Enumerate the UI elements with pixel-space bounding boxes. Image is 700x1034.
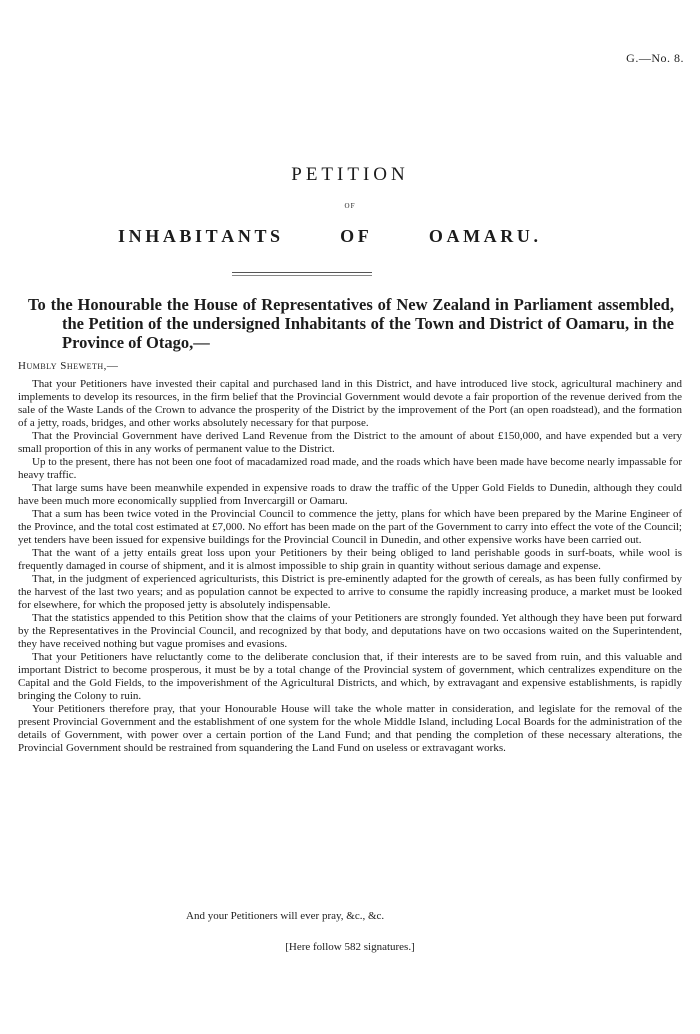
signatures-note: [Here follow 582 signatures.]: [285, 941, 415, 953]
paragraph: Up to the present, there has not been one foot of macadamized road made, and the roads which have been made have become nearly impassable for heavy traffic.: [18, 456, 682, 481]
paragraph: That the statistics appended to this Petition show that the claims of your Petitioners are strongly founded. Yet although they have been put forward by the Representatives in the Provincial Council, and recognized by that body, and deputations have on two occasions waited on the Superintendent, they have received nothing but vague promises and evasions.: [18, 612, 682, 650]
page-reference: G.—No. 8.: [626, 51, 684, 65]
document-subtitle: [118, 226, 538, 247]
paragraph: Your Petitioners therefore pray, that your Honourable House will take the whole matter in consideration, and legislate for the removal of the present Provincial Government and the establishment of one system for the whole Middle Island, including Local Boards for the administration of the details of Government, with power over a certain portion of the Land Fund; and that pending the completion of these necessary alterations, the Provincial Government should be restrained from squandering the Land Fund on useless or extravagant works.: [18, 703, 682, 754]
title-connector: OF: [344, 202, 356, 210]
paragraph: That the want of a jetty entails great loss upon your Petitioners by their being obliged to land perishable goods in surf-boats, while wool is frequently damaged in course of shipment, and it is almost impossible to ship grain in quantity without serious damage and expense.: [18, 547, 682, 572]
title-divider-secondary: [232, 275, 372, 276]
paragraph: That your Petitioners have invested their capital and purchased land in this District, and have introduced live stock, agricultural machinery and implements to develop its resources, in the firm belief that the Provincial Government would devote a fair proportion of the revenue derived from the sale of the Waste Lands of the Crown to advance the prosperity of the District by the improvement of the Port (an open roadstead), and the formation of a jetty, roads, bridges, and other works absolutely necessary for that purpose.: [18, 378, 682, 429]
petition-body: [18, 378, 682, 755]
paragraph: That, in the judgment of experienced agriculturists, this District is pre-eminently adapted for the growth of cereals, as has been fully confirmed by the harvest of the last two years; and as population cannot be expected to arrive to consume the rapidly increasing produce, a market must be looked for elsewhere, for which the proposed jetty is absolutely indispensable.: [18, 573, 682, 611]
closing-line: And your Petitioners will ever pray, &c., &c.: [186, 910, 385, 922]
subtitle-word: O A M A R U .: [428, 226, 538, 246]
subtitle-word: O F: [340, 226, 369, 246]
subtitle-word: I N H A B I T A N T S: [118, 226, 281, 246]
salutation: Humbly Sheweth,—: [18, 360, 119, 372]
title-divider: [232, 272, 372, 273]
paragraph: That a sum has been twice voted in the Provincial Council to commence the jetty, plans for which have been prepared by the Marine Engineer of the Province, and the total cost estimated at £7,000. No effort has been made on the part of the Government to carry into effect the vote of the Council; yet tenders have been issued for expensive buildings for the Provincial Council in Dunedin, and other expensive works have been carried out.: [18, 508, 682, 546]
document-title: PETITION: [291, 164, 409, 185]
petition-address: To the Honourable the House of Representatives of New Zealand in Parliament assembled, the Petition of the undersigned Inhabitants of the Town and District of Oamaru, in the Province of Otago,—: [28, 295, 674, 352]
paragraph: That the Provincial Government have derived Land Revenue from the District to the amount of about £150,000, and have expended but a very small proportion of this in any works of permanent value to the District.: [18, 430, 682, 455]
paragraph: That large sums have been meanwhile expended in expensive roads to draw the traffic of the Upper Gold Fields to Dunedin, although they could have been much more economically supplied from Invercargill or Oamaru.: [18, 482, 682, 507]
paragraph: That your Petitioners have reluctantly come to the deliberate conclusion that, if their interests are to be saved from ruin, and this valuable and important District to become prosperous, it must be by a total change of the Provincial system of government, which centralizes expenditure on the Capital and the Gold Fields, to the impoverishment of the Agricultural Districts, and which, by extravagant and expensive establishments, is rapidly bringing the Colony to ruin.: [18, 651, 682, 702]
